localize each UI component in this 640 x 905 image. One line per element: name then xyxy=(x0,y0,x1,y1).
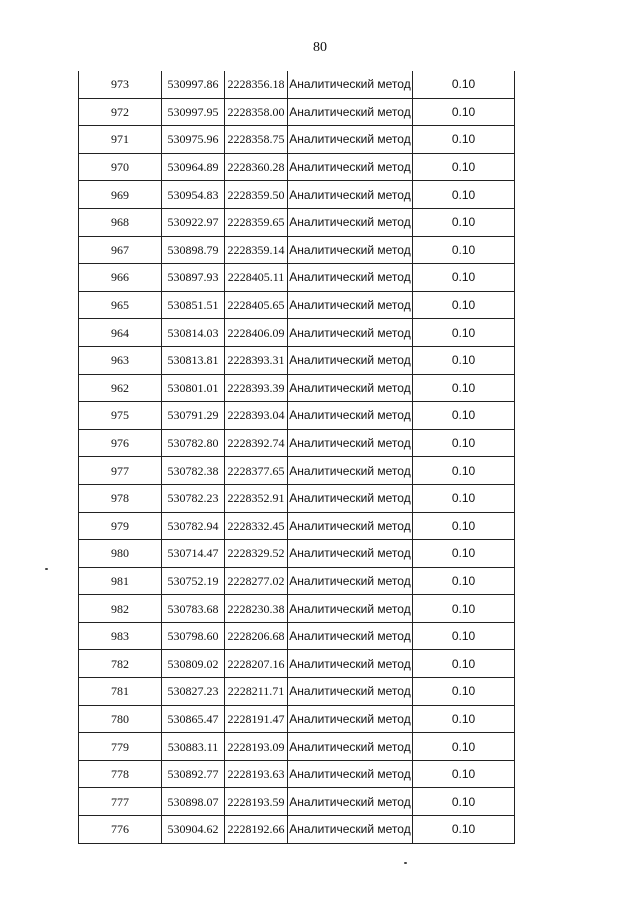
point-number-cell: 963 xyxy=(79,346,162,374)
x-coordinate-cell: 530898.79 xyxy=(162,236,225,264)
method-cell: Аналитический метод xyxy=(288,733,413,761)
y-coordinate-cell: 2228359.14 xyxy=(225,236,288,264)
x-coordinate-cell: 530782.38 xyxy=(162,457,225,485)
point-number-cell: 779 xyxy=(79,733,162,761)
method-cell: Аналитический метод xyxy=(288,484,413,512)
point-number-cell: 778 xyxy=(79,760,162,788)
y-coordinate-cell: 2228358.75 xyxy=(225,126,288,154)
y-coordinate-cell: 2228352.91 xyxy=(225,484,288,512)
y-coordinate-cell: 2228193.09 xyxy=(225,733,288,761)
point-number-cell: 962 xyxy=(79,374,162,402)
method-cell: Аналитический метод xyxy=(288,264,413,292)
y-coordinate-cell: 2228358.00 xyxy=(225,98,288,126)
point-number-cell: 982 xyxy=(79,595,162,623)
point-number-cell: 968 xyxy=(79,208,162,236)
table-row xyxy=(79,540,515,568)
method-cell: Аналитический метод xyxy=(288,429,413,457)
x-coordinate-cell: 530997.86 xyxy=(162,71,225,98)
method-cell: Аналитический метод xyxy=(288,98,413,126)
y-coordinate-cell: 2228393.04 xyxy=(225,402,288,430)
coordinates-table-body xyxy=(79,71,515,843)
table-row xyxy=(79,678,515,706)
method-cell: Аналитический метод xyxy=(288,153,413,181)
scan-speck xyxy=(45,568,48,570)
point-number-cell: 983 xyxy=(79,622,162,650)
method-cell: Аналитический метод xyxy=(288,705,413,733)
accuracy-cell: 0.10 xyxy=(413,733,515,761)
x-coordinate-cell: 530801.01 xyxy=(162,374,225,402)
accuracy-cell: 0.10 xyxy=(413,346,515,374)
accuracy-cell: 0.10 xyxy=(413,264,515,292)
x-coordinate-cell: 530851.51 xyxy=(162,291,225,319)
point-number-cell: 782 xyxy=(79,650,162,678)
y-coordinate-cell: 2228377.65 xyxy=(225,457,288,485)
point-number-cell: 970 xyxy=(79,153,162,181)
accuracy-cell: 0.10 xyxy=(413,760,515,788)
method-cell: Аналитический метод xyxy=(288,567,413,595)
point-number-cell: 781 xyxy=(79,678,162,706)
y-coordinate-cell: 2228392.74 xyxy=(225,429,288,457)
accuracy-cell: 0.10 xyxy=(413,208,515,236)
method-cell: Аналитический метод xyxy=(288,71,413,98)
accuracy-cell: 0.10 xyxy=(413,650,515,678)
accuracy-cell: 0.10 xyxy=(413,153,515,181)
y-coordinate-cell: 2228360.28 xyxy=(225,153,288,181)
accuracy-cell: 0.10 xyxy=(413,788,515,816)
table-row xyxy=(79,705,515,733)
y-coordinate-cell: 2228329.52 xyxy=(225,540,288,568)
x-coordinate-cell: 530752.19 xyxy=(162,567,225,595)
method-cell: Аналитический метод xyxy=(288,540,413,568)
method-cell: Аналитический метод xyxy=(288,402,413,430)
method-cell: Аналитический метод xyxy=(288,595,413,623)
table-row xyxy=(79,512,515,540)
y-coordinate-cell: 2228356.18 xyxy=(225,71,288,98)
table-row xyxy=(79,319,515,347)
method-cell: Аналитический метод xyxy=(288,788,413,816)
method-cell: Аналитический метод xyxy=(288,208,413,236)
table-row xyxy=(79,567,515,595)
y-coordinate-cell: 2228211.71 xyxy=(225,678,288,706)
y-coordinate-cell: 2228393.31 xyxy=(225,346,288,374)
point-number-cell: 967 xyxy=(79,236,162,264)
point-number-cell: 776 xyxy=(79,816,162,844)
x-coordinate-cell: 530782.94 xyxy=(162,512,225,540)
accuracy-cell: 0.10 xyxy=(413,567,515,595)
x-coordinate-cell: 530783.68 xyxy=(162,595,225,623)
method-cell: Аналитический метод xyxy=(288,346,413,374)
x-coordinate-cell: 530997.95 xyxy=(162,98,225,126)
point-number-cell: 969 xyxy=(79,181,162,209)
accuracy-cell: 0.10 xyxy=(413,98,515,126)
x-coordinate-cell: 530897.93 xyxy=(162,264,225,292)
point-number-cell: 971 xyxy=(79,126,162,154)
accuracy-cell: 0.10 xyxy=(413,402,515,430)
method-cell: Аналитический метод xyxy=(288,291,413,319)
table-row xyxy=(79,374,515,402)
accuracy-cell: 0.10 xyxy=(413,319,515,347)
y-coordinate-cell: 2228359.65 xyxy=(225,208,288,236)
x-coordinate-cell: 530883.11 xyxy=(162,733,225,761)
accuracy-cell: 0.10 xyxy=(413,71,515,98)
accuracy-cell: 0.10 xyxy=(413,374,515,402)
x-coordinate-cell: 530964.89 xyxy=(162,153,225,181)
y-coordinate-cell: 2228191.47 xyxy=(225,705,288,733)
method-cell: Аналитический метод xyxy=(288,816,413,844)
accuracy-cell: 0.10 xyxy=(413,291,515,319)
table-row xyxy=(79,429,515,457)
point-number-cell: 777 xyxy=(79,788,162,816)
table-row xyxy=(79,816,515,844)
table-row xyxy=(79,236,515,264)
method-cell: Аналитический метод xyxy=(288,126,413,154)
accuracy-cell: 0.10 xyxy=(413,512,515,540)
method-cell: Аналитический метод xyxy=(288,457,413,485)
table-row xyxy=(79,153,515,181)
y-coordinate-cell: 2228393.39 xyxy=(225,374,288,402)
y-coordinate-cell: 2228406.09 xyxy=(225,319,288,347)
y-coordinate-cell: 2228192.66 xyxy=(225,816,288,844)
point-number-cell: 964 xyxy=(79,319,162,347)
point-number-cell: 966 xyxy=(79,264,162,292)
x-coordinate-cell: 530827.23 xyxy=(162,678,225,706)
page-number: 80 xyxy=(313,40,327,55)
method-cell: Аналитический метод xyxy=(288,622,413,650)
x-coordinate-cell: 530904.62 xyxy=(162,816,225,844)
y-coordinate-cell: 2228193.59 xyxy=(225,788,288,816)
accuracy-cell: 0.10 xyxy=(413,622,515,650)
y-coordinate-cell: 2228207.16 xyxy=(225,650,288,678)
table-row xyxy=(79,291,515,319)
method-cell: Аналитический метод xyxy=(288,181,413,209)
y-coordinate-cell: 2228359.50 xyxy=(225,181,288,209)
y-coordinate-cell: 2228193.63 xyxy=(225,760,288,788)
method-cell: Аналитический метод xyxy=(288,236,413,264)
accuracy-cell: 0.10 xyxy=(413,595,515,623)
x-coordinate-cell: 530782.80 xyxy=(162,429,225,457)
accuracy-cell: 0.10 xyxy=(413,126,515,154)
point-number-cell: 780 xyxy=(79,705,162,733)
method-cell: Аналитический метод xyxy=(288,374,413,402)
x-coordinate-cell: 530922.97 xyxy=(162,208,225,236)
x-coordinate-cell: 530714.47 xyxy=(162,540,225,568)
point-number-cell: 965 xyxy=(79,291,162,319)
accuracy-cell: 0.10 xyxy=(413,540,515,568)
table-row xyxy=(79,484,515,512)
x-coordinate-cell: 530791.29 xyxy=(162,402,225,430)
x-coordinate-cell: 530865.47 xyxy=(162,705,225,733)
table-row xyxy=(79,402,515,430)
table-row xyxy=(79,126,515,154)
method-cell: Аналитический метод xyxy=(288,678,413,706)
point-number-cell: 981 xyxy=(79,567,162,595)
table-row xyxy=(79,622,515,650)
table-row xyxy=(79,208,515,236)
point-number-cell: 975 xyxy=(79,402,162,430)
table-row xyxy=(79,71,515,98)
table-row xyxy=(79,457,515,485)
accuracy-cell: 0.10 xyxy=(413,484,515,512)
y-coordinate-cell: 2228405.65 xyxy=(225,291,288,319)
point-number-cell: 976 xyxy=(79,429,162,457)
x-coordinate-cell: 530782.23 xyxy=(162,484,225,512)
table-row xyxy=(79,98,515,126)
method-cell: Аналитический метод xyxy=(288,319,413,347)
point-number-cell: 977 xyxy=(79,457,162,485)
x-coordinate-cell: 530898.07 xyxy=(162,788,225,816)
y-coordinate-cell: 2228405.11 xyxy=(225,264,288,292)
scan-speck xyxy=(404,862,407,864)
x-coordinate-cell: 530892.77 xyxy=(162,760,225,788)
point-number-cell: 972 xyxy=(79,98,162,126)
y-coordinate-cell: 2228332.45 xyxy=(225,512,288,540)
method-cell: Аналитический метод xyxy=(288,760,413,788)
x-coordinate-cell: 530975.96 xyxy=(162,126,225,154)
table-row xyxy=(79,760,515,788)
point-number-cell: 978 xyxy=(79,484,162,512)
y-coordinate-cell: 2228277.02 xyxy=(225,567,288,595)
accuracy-cell: 0.10 xyxy=(413,236,515,264)
x-coordinate-cell: 530814.03 xyxy=(162,319,225,347)
x-coordinate-cell: 530798.60 xyxy=(162,622,225,650)
table-row xyxy=(79,595,515,623)
point-number-cell: 979 xyxy=(79,512,162,540)
table-row xyxy=(79,733,515,761)
table-row xyxy=(79,264,515,292)
x-coordinate-cell: 530809.02 xyxy=(162,650,225,678)
y-coordinate-cell: 2228206.68 xyxy=(225,622,288,650)
accuracy-cell: 0.10 xyxy=(413,816,515,844)
table-row xyxy=(79,650,515,678)
accuracy-cell: 0.10 xyxy=(413,705,515,733)
method-cell: Аналитический метод xyxy=(288,512,413,540)
accuracy-cell: 0.10 xyxy=(413,429,515,457)
coordinates-table xyxy=(78,71,515,844)
x-coordinate-cell: 530813.81 xyxy=(162,346,225,374)
method-cell: Аналитический метод xyxy=(288,650,413,678)
y-coordinate-cell: 2228230.38 xyxy=(225,595,288,623)
accuracy-cell: 0.10 xyxy=(413,678,515,706)
table-row xyxy=(79,181,515,209)
table-row xyxy=(79,788,515,816)
point-number-cell: 980 xyxy=(79,540,162,568)
table-row xyxy=(79,346,515,374)
accuracy-cell: 0.10 xyxy=(413,457,515,485)
accuracy-cell: 0.10 xyxy=(413,181,515,209)
point-number-cell: 973 xyxy=(79,71,162,98)
x-coordinate-cell: 530954.83 xyxy=(162,181,225,209)
